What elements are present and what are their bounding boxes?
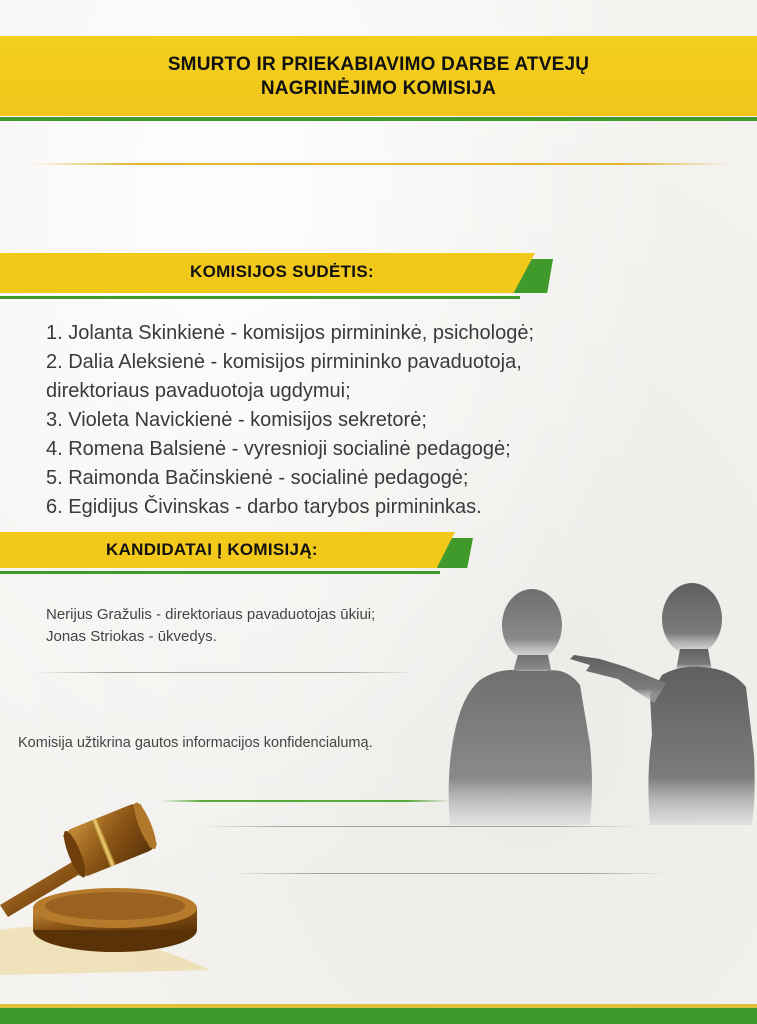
candidates-heading: KANDIDATAI Į KOMISIJĄ:: [106, 540, 318, 559]
candidates-ribbon: [0, 532, 480, 568]
list-item: 3. Violeta Navickienė - komisijos sekretorė;: [46, 409, 427, 431]
confidentiality-note: Komisija užtikrina gautos informacijos konfidencialumą.: [18, 735, 373, 751]
list-item: 5. Raimonda Bačinskienė - socialinė pedagogė;: [46, 467, 469, 489]
members-list: [46, 319, 696, 522]
list-item: 2. Dalia Aleksienė - komisijos pirmininko pavaduotoja,: [46, 351, 522, 373]
two-men-arguing-silhouette: [440, 575, 757, 825]
candidates-list: [46, 604, 375, 648]
gold-divider: [30, 163, 730, 165]
title-banner: [0, 36, 757, 116]
list-item: 1. Jolanta Skinkienė - komisijos pirmininkė, psichologė;: [46, 322, 535, 344]
divider: [200, 826, 640, 827]
gavel-icon: [0, 780, 220, 980]
bottom-bar: [0, 1004, 757, 1024]
page-title-line-1: SMURTO IR PRIEKABIAVIMO DARBE ATVEJŲ: [167, 54, 590, 75]
composition-ribbon: [0, 253, 560, 293]
composition-heading: KOMISIJOS SUDĖTIS:: [190, 262, 374, 281]
page-title-line-2: NAGRINĖJIMO KOMISIJA: [260, 78, 497, 99]
list-item: Nerijus Gražulis - direktoriaus pavaduotojas ūkiui;: [46, 606, 376, 623]
list-item: 4. Romena Balsienė - vyresnioji socialinė pedagogė;: [46, 438, 511, 460]
divider: [230, 873, 670, 874]
list-item: 6. Egidijus Čivinskas - darbo tarybos pirmininkas.: [46, 496, 482, 518]
list-item: Jonas Striokas - ūkvedys.: [46, 628, 217, 645]
list-item: direktoriaus pavaduotoja ugdymui;: [46, 380, 351, 402]
divider: [36, 672, 416, 673]
